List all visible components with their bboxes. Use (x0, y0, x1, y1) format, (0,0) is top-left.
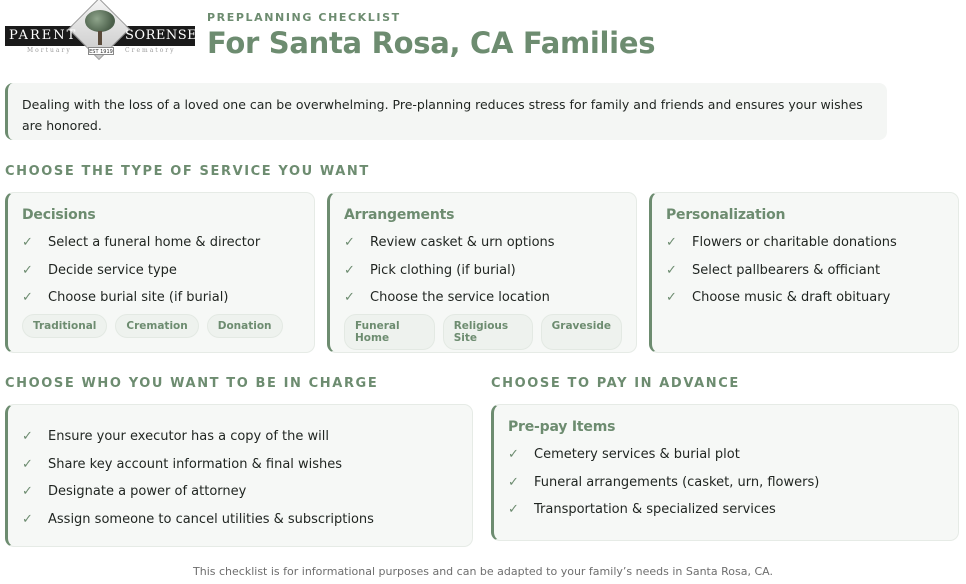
eyebrow: PREPLANNING CHECKLIST (207, 11, 401, 24)
check-icon: ✓ (666, 290, 677, 306)
list-item (666, 229, 944, 257)
logo (5, 4, 209, 66)
check-icon: ✓ (344, 235, 355, 251)
item-text: Review casket & urn options (370, 235, 555, 251)
tree-trunk (98, 31, 102, 45)
card-personalization (649, 192, 959, 353)
list-item (344, 284, 622, 312)
list-item (22, 284, 300, 312)
intro-callout: Dealing with the loss of a loved one can be overwhelming. Pre-planning reduces stress for family and friends and ensures your wishes are honored. (5, 83, 887, 140)
logo-right-word: SORENSEN (125, 28, 209, 43)
tree-icon (85, 10, 115, 32)
item-text: Designate a power of attorney (48, 484, 247, 500)
check-icon: ✓ (22, 511, 33, 527)
check-icon: ✓ (508, 502, 519, 518)
item-text: Ensure your executor has a copy of the will (48, 429, 329, 445)
check-icon: ✓ (22, 262, 33, 278)
pill-group (344, 314, 622, 350)
check-icon: ✓ (22, 484, 33, 500)
pill-religious-site: Religious Site (443, 314, 533, 350)
item-text: Share key account information & final wishes (48, 456, 343, 472)
check-icon: ✓ (666, 235, 677, 251)
logo-left-word: PARENT (9, 28, 78, 43)
check-icon: ✓ (508, 474, 519, 490)
list-item (22, 257, 300, 285)
list-item (666, 257, 944, 285)
item-text: Assign someone to cancel utilities & subscriptions (48, 511, 374, 527)
footer-note: This checklist is for informational purposes and can be adapted to your family’s needs in Santa Rosa, CA. (193, 565, 773, 578)
card-title: Pre-pay Items (508, 419, 616, 435)
item-text: Pick clothing (if burial) (370, 262, 516, 278)
item-text: Cemetery services & burial plot (534, 447, 740, 463)
card-prepay (491, 404, 959, 541)
card-title: Decisions (22, 207, 96, 223)
item-text: Select pallbearers & officiant (692, 262, 881, 278)
item-text: Choose the service location (370, 290, 550, 306)
pill-cremation: Cremation (115, 314, 198, 338)
check-icon: ✓ (344, 262, 355, 278)
list-item (22, 478, 458, 506)
logo-est: EST 1919 (89, 49, 113, 55)
charge-heading: CHOOSE WHO YOU WANT TO BE IN CHARGE (5, 376, 379, 391)
check-icon: ✓ (22, 290, 33, 306)
logo-right-sub: Crematory (125, 47, 176, 54)
list-item (508, 469, 944, 497)
list-item (344, 229, 622, 257)
check-icon: ✓ (666, 262, 677, 278)
card-arrangements (327, 192, 637, 353)
list-item (508, 441, 944, 469)
item-text: Flowers or charitable donations (692, 235, 897, 251)
page-title: For Santa Rosa, CA Families (207, 26, 656, 60)
card-title: Arrangements (344, 207, 455, 223)
card-in-charge (5, 404, 473, 547)
pay-heading: CHOOSE TO PAY IN ADVANCE (491, 376, 740, 391)
check-icon: ✓ (344, 290, 355, 306)
pill-traditional: Traditional (22, 314, 107, 338)
list-item (22, 506, 458, 534)
check-icon: ✓ (22, 235, 33, 251)
pill-graveside: Graveside (541, 314, 622, 350)
list-item (344, 257, 622, 285)
check-icon: ✓ (22, 429, 33, 445)
check-icon: ✓ (508, 447, 519, 463)
pill-funeral-home: Funeral Home (344, 314, 435, 350)
item-text: Select a funeral home & director (48, 235, 261, 251)
item-text: Decide service type (48, 262, 177, 278)
check-icon: ✓ (22, 456, 33, 472)
service-heading: CHOOSE THE TYPE OF SERVICE YOU WANT (5, 164, 370, 179)
list-item (666, 284, 944, 312)
item-text: Transportation & specialized services (534, 502, 776, 518)
card-title: Personalization (666, 207, 786, 223)
pill-group (22, 314, 300, 338)
pill-donation: Donation (207, 314, 283, 338)
item-text: Funeral arrangements (casket, urn, flowers) (534, 474, 820, 490)
item-text: Choose music & draft obituary (692, 290, 891, 306)
list-item (22, 423, 458, 451)
logo-left-sub: Mortuary (27, 47, 72, 54)
list-item (22, 229, 300, 257)
list-item (22, 451, 458, 479)
card-decisions (5, 192, 315, 353)
item-text: Choose burial site (if burial) (48, 290, 229, 306)
list-item (508, 496, 944, 524)
